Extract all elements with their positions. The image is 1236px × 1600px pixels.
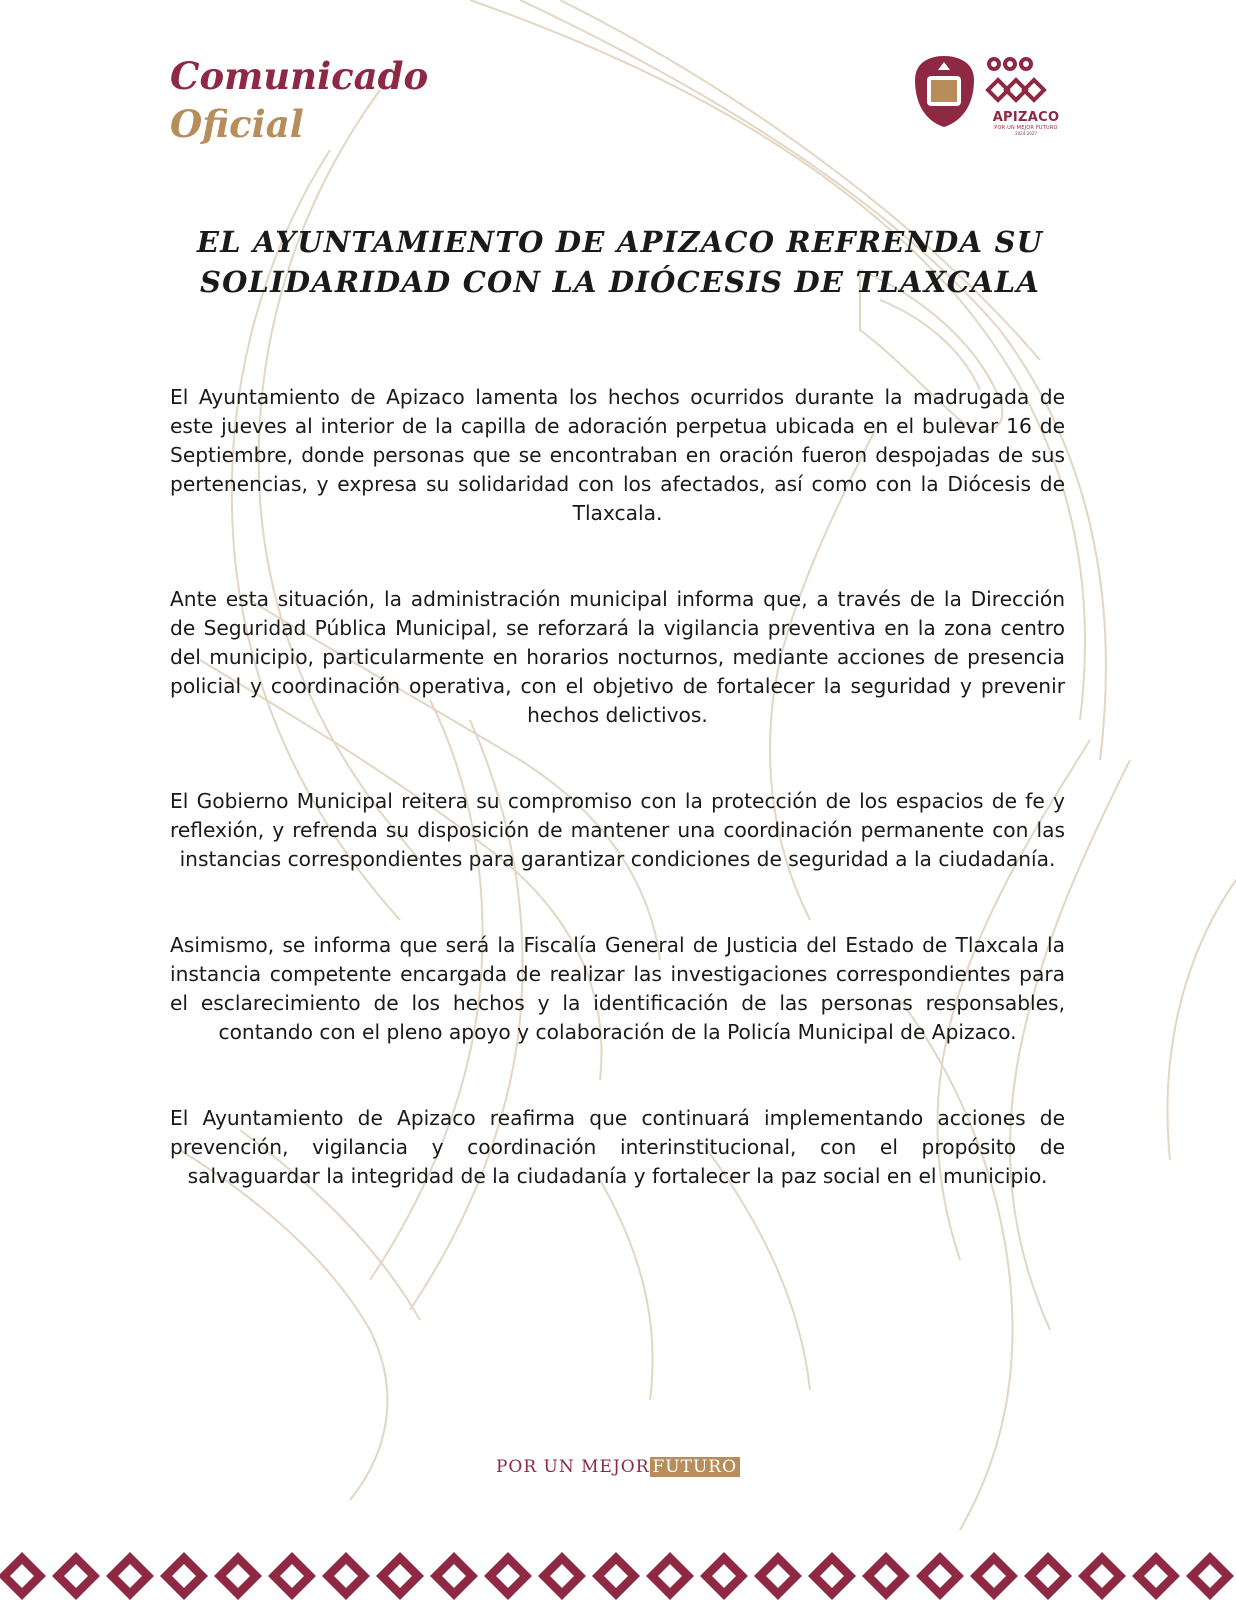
title-line-oficial: Oficial: [170, 102, 304, 146]
logo-tagline: POR UN MEJOR FUTURO: [994, 125, 1058, 131]
title-line-comunicado: Comunicado: [170, 54, 429, 98]
paragraph: El Ayuntamiento de Apizaco reafirma que continuará implementando acciones de prevención, vigilancia y coordinación interinstitucional, con el propósito de salvaguardar la integridad de la ciudadanía y fortalecer la paz social en el municipio.: [170, 1106, 1065, 1188]
apizaco-logo-text: [984, 110, 1068, 136]
logo-years: 2024-2027: [1015, 131, 1037, 136]
paragraph: Asimismo, se informa que será la Fiscalía General de Justicia del Estado de Tlaxcala la instancia competente encargada de realizar las investigaciones correspondientes para el esclarecimiento de los hechos y la identificación de las personas responsables, contando con el pleno apoyo y colaboración de la Policía Municipal de Apizaco.: [170, 933, 1065, 1044]
coat-of-arms-icon: [915, 56, 974, 127]
footer-slogan: [0, 1457, 1236, 1477]
municipal-logos: [910, 52, 1070, 152]
slogan-part2: FUTURO: [650, 1457, 741, 1477]
paragraph: El Ayuntamiento de Apizaco lamenta los hechos ocurridos durante la madrugada de este jueves al interior de la capilla de adoración perpetua ubicada en el bulevar 16 de Septiembre, donde personas que se encontraban en oración fueron despojadas de sus pertenencias, y expresa su solidaridad con los afectados, así como con la Diócesis de Tlaxcala.: [170, 385, 1065, 525]
apizaco-rings-icon: [988, 59, 1044, 100]
decorative-border: [0, 1550, 1236, 1600]
headline: EL AYUNTAMIENTO DE APIZACO REFRENDA SU SOLIDARIDAD CON LA DIÓCESIS DE TLAXCALA: [196, 225, 1044, 299]
logo-name: APIZACO: [992, 110, 1060, 125]
body-text: [170, 383, 1065, 1248]
header-title: [170, 52, 428, 148]
slogan-part1: POR UN MEJOR: [495, 1457, 650, 1477]
paragraph: El Gobierno Municipal reitera su compromiso con la protección de los espacios de fe y reflexión, y refrenda su disposición de mantener una coordinación permanente con las instancias correspondientes para garantizar condiciones de seguridad a la ciudadanía.: [170, 789, 1065, 871]
paragraph: Ante esta situación, la administración municipal informa que, a través de la Dirección de Seguridad Pública Municipal, se reforzará la vigilancia preventiva en la zona centro del municipio, particularmente en horarios nocturnos, mediante acciones de presencia policial y coordinación operativa, con el objetivo de fortalecer la seguridad y prevenir hechos delictivos.: [170, 587, 1065, 727]
